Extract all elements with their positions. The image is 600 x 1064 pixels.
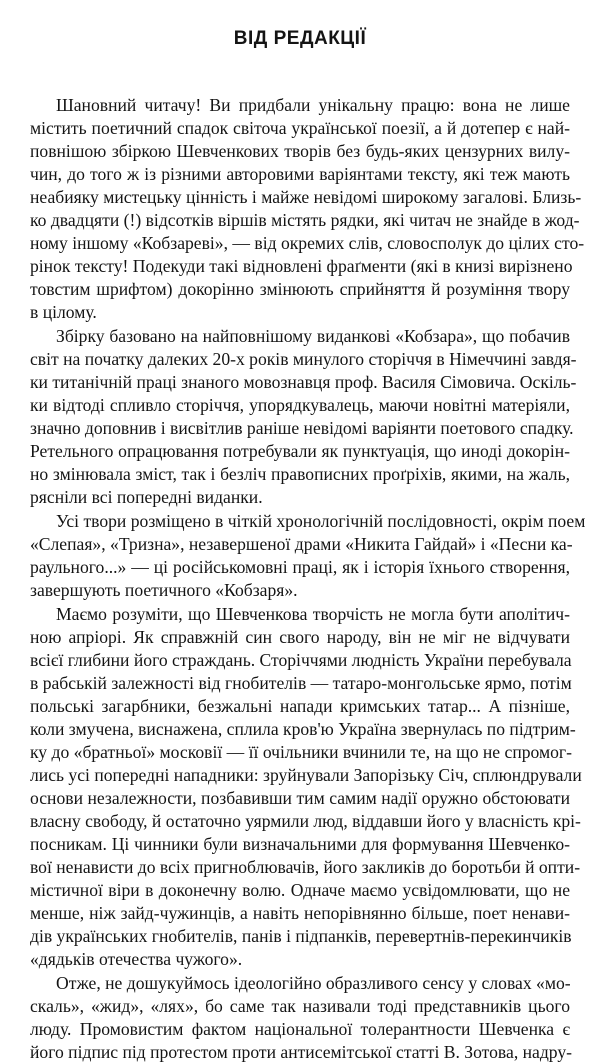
text-line: Маємо розуміти, що Шевченкова творчість не могла бути аполітич- <box>56 604 570 624</box>
text-line: скаль», «жид», «лях», бо саме так називали тоді представників цього <box>30 996 570 1016</box>
text-line: ки відтоді спливло сторіччя, упорядкувалець, маючи новітні матеріяли, <box>30 395 570 415</box>
text-line: менше, ніж зайд-чужинців, а навіть непорівнянно більше, поет ненави- <box>30 903 570 923</box>
text-line: неабияку мистецьку цінність і майже невідомі широкому загалові. Близь- <box>30 187 582 207</box>
text-line: завершують поетичного «Кобзаря». <box>30 580 298 600</box>
text-line: но змінювала зміст, так і безліч правописних проґріхів, якими, на жаль, <box>30 464 570 484</box>
text-line: ки титанічній праці знаного мовознавця проф. Василя Сімовича. Оскіль- <box>30 372 577 392</box>
text-line: чин, до того ж із різними авторовими варіянтами тексту, які теж мають <box>30 164 570 184</box>
text-line: рясніли всі попередні виданки. <box>30 487 263 507</box>
text-line: коли змучена, виснажена, сплила кров'ю Україна звернулась по підтрим- <box>30 719 576 739</box>
text-line: містить поетичний спадок світоча української поезії, а й дотепер є най- <box>30 118 570 138</box>
text-line: лись усі попередні нападники: зруйнували Запорізьку Січ, сплюндрували <box>30 765 582 785</box>
text-line: в цілому. <box>30 302 97 322</box>
text-line: в рабській залежності від гнобителів — татаро-монгольське ярмо, потім <box>30 673 572 693</box>
text-line: світ на початку далеких 20-х років минулого сторіччя в Німеччині завдя- <box>30 349 577 369</box>
text-line: дів українських гнобителів, панів і підпанків, перевертнів-перекинчиків <box>30 926 572 946</box>
text-line: Шановний читачу! Ви придбали унікальну працю: вона не лише <box>56 95 570 115</box>
text-line: ку до «братньої» московії — її очільники вчинили те, на що не спромог- <box>30 742 572 762</box>
paragraph-5 <box>30 972 573 1064</box>
text-line: вої ненависти до всіх пригноблювачів, його закликів до боротьби й опти- <box>30 857 581 877</box>
text-line: всієї глибини його страждань. Сторіччями людність України перебувала <box>30 650 572 670</box>
text-line: польські загарбники, безжальні напади кримських татар... А пізніше, <box>30 696 570 716</box>
text-line: містичної віри в доконечну волю. Одначе маємо усвідомлювати, що не <box>30 880 570 900</box>
paragraph-1 <box>30 94 585 324</box>
paragraph-3 <box>30 510 586 602</box>
text-line: ною апріорі. Як справжній син свого народу, він не міг не відчувати <box>30 627 570 647</box>
text-line: раульного...» — ці російськомовні праці, як і історія їхнього створення, <box>30 557 570 577</box>
text-line: значно доповнив і висвітлив раніше невідомі варіянти поетового спадку. <box>30 418 574 438</box>
text-line: ко двадцяти (!) відсотків віршів містять рядки, які читач не знайде в жод- <box>30 210 580 230</box>
text-line: Усі твори розміщено в чіткій хронологічній послідовності, окрім поем <box>56 511 586 531</box>
page-title: ВІД РЕДАКЦІЇ <box>233 28 367 49</box>
text-line: ному іншому «Кобзареві», — від окремих слів, словосполук до цілих сто- <box>30 233 585 253</box>
text-line: люду. Промовистим фактом національної толерантности Шевченка є <box>30 1019 570 1039</box>
text-line: Ретельного опрацювання потребували як пунктуація, що иноді докорін- <box>30 441 570 461</box>
text-line: Збірку базовано на найповнішому виданкові «Кобзара», що побачив <box>56 326 570 346</box>
text-line: повнішою збіркою Шевченкових творів без будь-яких цензурних вилу- <box>30 141 570 161</box>
paragraph-4 <box>30 603 582 971</box>
paragraph-2 <box>30 325 577 509</box>
text-line: власну свободу, й остаточно уярмили люд, віддавши його у власність крі- <box>30 811 581 831</box>
text-line: Отже, не дошукуймось ідеологійно образливого сенсу у словах «мо- <box>56 973 571 993</box>
text-line: основи незалежности, позбавивши тим самим надії оружно обстоювати <box>30 788 570 808</box>
text-line: його підпис під протестом проти антисемітської статті В. Зотова, надру- <box>30 1042 573 1062</box>
text-line: «Слепая», «Тризна», незавершеної драми «Никита Гайдай» і «Песни ка- <box>30 534 573 554</box>
text-line: посникам. Ці чинники були визначальними для формування Шевченко- <box>30 834 570 854</box>
text-line: товстим шрифтом) докорінно змінюють сприйняття й розуміння твору <box>30 279 570 299</box>
text-line: рінок тексту! Подекуди такі відновлені фраґменти (які в книзі вирізнено <box>30 256 573 276</box>
text-line: «дядьків отечества чужого». <box>30 949 243 969</box>
